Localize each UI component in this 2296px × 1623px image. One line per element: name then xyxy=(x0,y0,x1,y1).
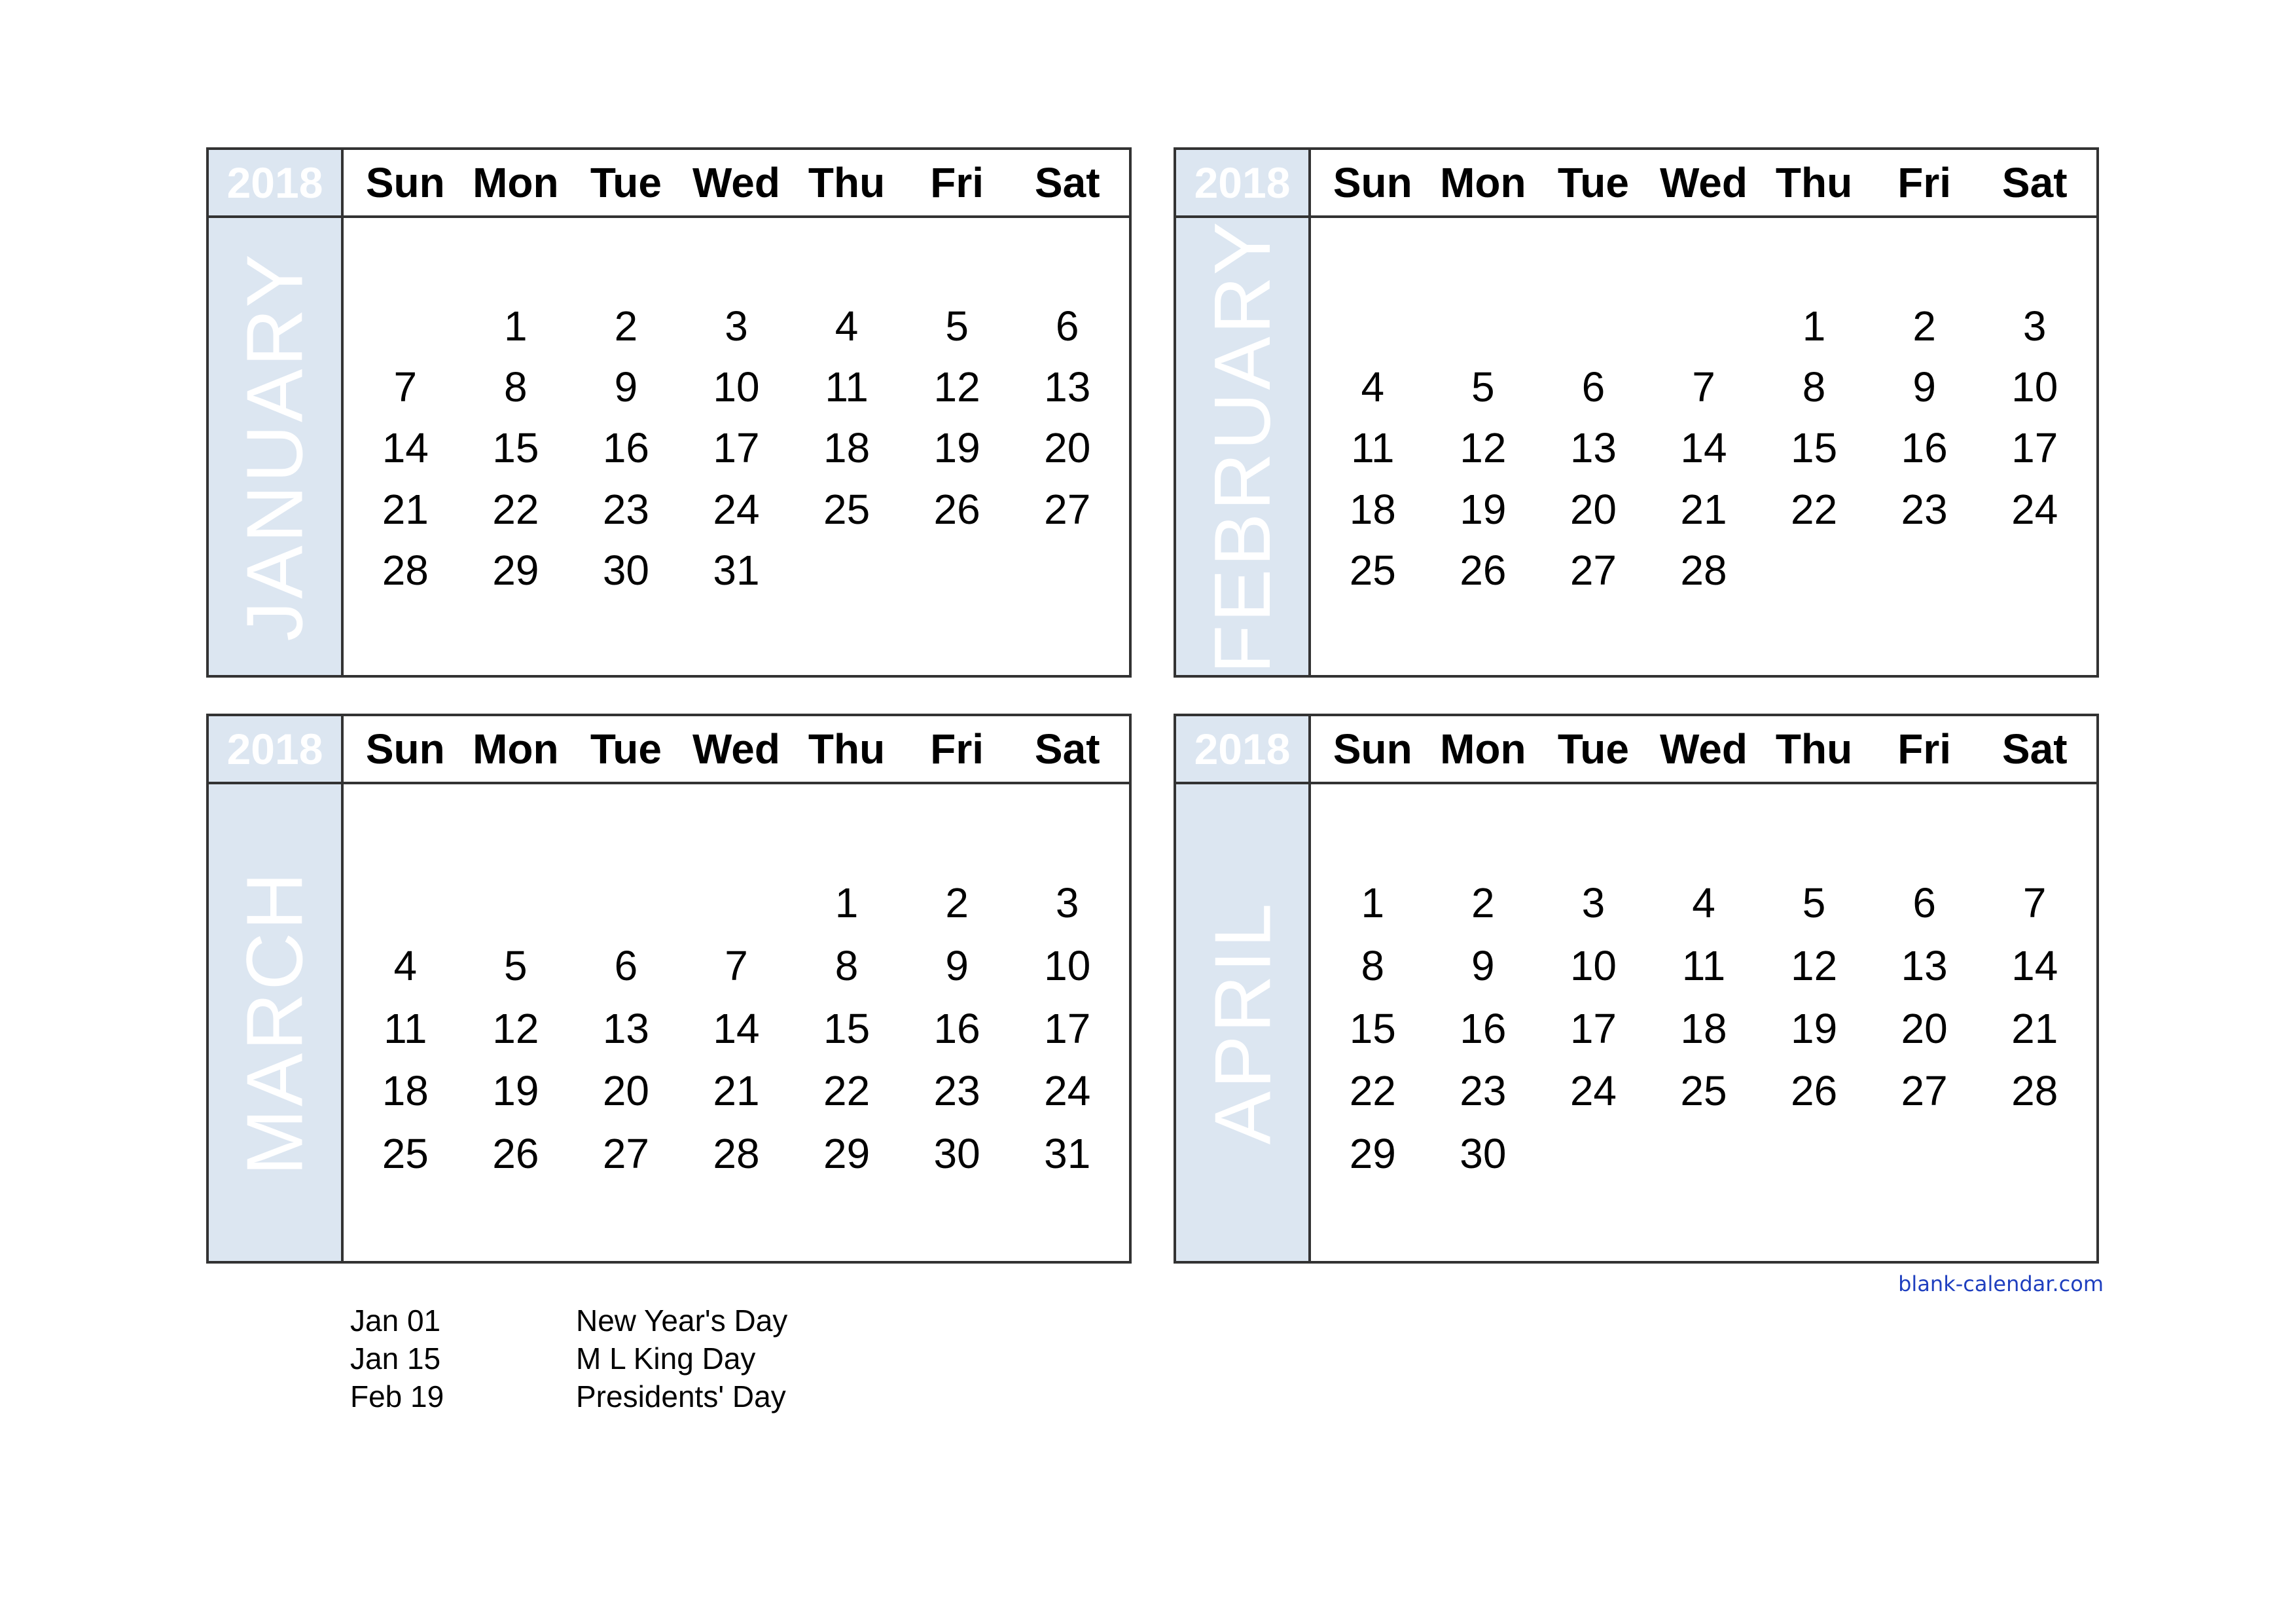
month-name: FEBRUARY xyxy=(1198,219,1287,674)
day-cell: 4 xyxy=(1692,879,1715,926)
weekday-header xyxy=(1311,716,2096,784)
day-cell: 8 xyxy=(504,363,528,410)
day-cell: 5 xyxy=(504,941,528,989)
weekday-label: Tue xyxy=(1557,159,1629,206)
day-cell: 11 xyxy=(1351,424,1395,472)
month-february xyxy=(1174,147,2099,678)
day-cell: 7 xyxy=(1692,363,1715,410)
day-cell: 22 xyxy=(1790,485,1838,533)
holiday-date: Jan 15 xyxy=(350,1341,441,1376)
day-cell xyxy=(1759,601,1869,662)
day-cell: 20 xyxy=(1044,424,1091,472)
day-cell: 14 xyxy=(382,424,429,472)
day-cell xyxy=(461,1185,571,1248)
day-cell: 29 xyxy=(823,1130,870,1178)
day-cell: 21 xyxy=(1680,485,1727,533)
weekday-label: Tue xyxy=(590,159,662,206)
day-cell xyxy=(350,601,461,662)
day-cell xyxy=(791,601,902,662)
holiday-list xyxy=(350,1302,787,1415)
weekday-label: Fri xyxy=(1897,725,1952,773)
day-cell xyxy=(681,1185,792,1248)
day-cell: 9 xyxy=(1471,941,1495,989)
day-cell: 29 xyxy=(1349,1130,1396,1178)
weekday-header xyxy=(1311,150,2096,218)
day-cell: 4 xyxy=(1361,363,1385,410)
day-cell: 18 xyxy=(823,424,870,472)
day-cell: 13 xyxy=(1570,424,1617,472)
year-label: 2018 xyxy=(1176,150,1308,218)
day-cell: 11 xyxy=(384,1004,427,1052)
holiday-name: M L King Day xyxy=(576,1341,756,1376)
weekday-label: Fri xyxy=(1897,159,1952,206)
weekday-label: Sat xyxy=(1034,159,1100,206)
day-cell xyxy=(1428,601,1539,662)
day-cell: 25 xyxy=(382,1130,429,1178)
day-cell xyxy=(1428,295,1539,356)
day-cell: 22 xyxy=(823,1067,870,1115)
day-cell: 22 xyxy=(1349,1067,1396,1115)
day-cell: 19 xyxy=(492,1067,539,1115)
day-grid xyxy=(1311,870,2096,1261)
day-cell: 28 xyxy=(382,546,429,594)
weekday-label: Wed xyxy=(692,725,780,773)
month-name-wrap xyxy=(209,784,341,1261)
day-cell: 13 xyxy=(1901,941,1948,989)
weekday-label: Sun xyxy=(365,725,445,773)
day-cell xyxy=(350,871,461,934)
weekday-label: Mon xyxy=(1440,725,1526,773)
day-grid xyxy=(1311,294,2096,675)
day-cell xyxy=(902,1185,1013,1248)
weekday-label: Mon xyxy=(473,725,559,773)
holiday-name: New Year's Day xyxy=(576,1304,788,1338)
day-cell: 10 xyxy=(2011,363,2058,410)
weekday-label: Mon xyxy=(473,159,559,206)
day-cell: 3 xyxy=(1055,879,1079,926)
day-cell: 16 xyxy=(602,424,650,472)
day-cell: 11 xyxy=(825,363,869,410)
day-cell: 1 xyxy=(1361,879,1385,926)
day-cell: 7 xyxy=(725,941,748,989)
day-cell: 28 xyxy=(2011,1067,2058,1115)
day-cell: 24 xyxy=(2011,485,2058,533)
day-cell: 2 xyxy=(945,879,969,926)
day-cell: 25 xyxy=(823,485,870,533)
day-cell: 7 xyxy=(393,363,418,410)
day-cell: 12 xyxy=(492,1004,539,1052)
holiday-name: Presidents' Day xyxy=(576,1379,786,1413)
source-link[interactable]: blank-calendar.com xyxy=(1898,1271,2104,1296)
day-cell: 2 xyxy=(1912,302,1936,350)
day-cell: 13 xyxy=(1044,363,1091,410)
day-cell xyxy=(1428,1185,1539,1248)
holiday-row xyxy=(350,1302,787,1340)
day-cell: 18 xyxy=(382,1067,429,1115)
day-cell xyxy=(350,1185,461,1248)
day-cell xyxy=(1979,1185,2090,1248)
day-cell: 10 xyxy=(1570,941,1617,989)
day-cell xyxy=(902,601,1013,662)
holiday-row xyxy=(350,1340,787,1377)
day-cell: 19 xyxy=(1460,485,1507,533)
day-cell xyxy=(1012,601,1122,662)
day-cell xyxy=(1318,601,1428,662)
day-cell: 30 xyxy=(1460,1130,1507,1178)
day-cell: 22 xyxy=(492,485,539,533)
month-name-wrap xyxy=(1176,784,1308,1261)
day-cell: 5 xyxy=(945,302,969,350)
month-side-panel xyxy=(209,716,344,1261)
day-cell xyxy=(1759,1122,1869,1185)
day-cell: 26 xyxy=(492,1130,539,1178)
day-cell: 3 xyxy=(725,302,748,350)
day-cell: 7 xyxy=(2022,879,2047,926)
weekday-label: Sat xyxy=(1034,725,1100,773)
day-cell: 4 xyxy=(834,302,859,350)
weekday-label: Tue xyxy=(1557,725,1629,773)
day-cell xyxy=(1979,601,2090,662)
day-cell: 17 xyxy=(1570,1004,1617,1052)
day-cell: 18 xyxy=(1680,1004,1727,1052)
day-cell: 17 xyxy=(1044,1004,1091,1052)
day-cell: 1 xyxy=(1802,302,1826,350)
day-cell: 28 xyxy=(1680,546,1727,594)
day-cell: 24 xyxy=(1044,1067,1091,1115)
weekday-label: Sun xyxy=(365,159,445,206)
day-cell xyxy=(1538,1122,1649,1185)
day-cell: 19 xyxy=(933,424,980,472)
weekday-label: Fri xyxy=(930,159,984,206)
weekday-label: Sat xyxy=(2001,725,2068,773)
weekday-label: Sat xyxy=(2001,159,2068,206)
day-cell xyxy=(1759,1185,1869,1248)
day-cell: 28 xyxy=(713,1130,760,1178)
day-cell xyxy=(681,601,792,662)
day-cell xyxy=(1012,1185,1122,1248)
day-cell: 6 xyxy=(1912,879,1936,926)
day-cell: 4 xyxy=(393,941,418,989)
month-name: JANUARY xyxy=(230,251,320,642)
day-cell xyxy=(350,295,461,356)
day-cell: 6 xyxy=(1581,363,1605,410)
day-cell xyxy=(1649,1122,1759,1185)
day-cell: 14 xyxy=(2011,941,2058,989)
day-cell xyxy=(791,539,902,600)
day-cell: 8 xyxy=(834,941,859,989)
month-name-wrap xyxy=(1176,218,1308,675)
month-side-panel xyxy=(209,150,344,675)
day-cell: 17 xyxy=(713,424,760,472)
holiday-date: Feb 19 xyxy=(350,1379,444,1413)
weekday-label: Thu xyxy=(808,725,886,773)
day-cell: 14 xyxy=(713,1004,760,1052)
day-cell xyxy=(1869,1185,1980,1248)
year-label: 2018 xyxy=(1176,716,1308,784)
weekday-label: Wed xyxy=(692,159,780,206)
day-cell: 8 xyxy=(1802,363,1826,410)
day-cell: 26 xyxy=(1790,1067,1838,1115)
day-cell xyxy=(1979,1122,2090,1185)
day-cell xyxy=(1318,1185,1428,1248)
day-cell: 26 xyxy=(933,485,980,533)
day-cell: 8 xyxy=(1361,941,1385,989)
day-cell: 15 xyxy=(492,424,539,472)
weekday-header xyxy=(344,150,1129,218)
day-cell: 16 xyxy=(933,1004,980,1052)
day-cell: 6 xyxy=(1055,302,1079,350)
year-label: 2018 xyxy=(209,716,341,784)
day-cell: 12 xyxy=(933,363,980,410)
day-cell: 25 xyxy=(1680,1067,1727,1115)
weekday-label: Sun xyxy=(1333,159,1412,206)
month-name-wrap xyxy=(209,218,341,675)
day-grid xyxy=(344,294,1129,675)
day-cell xyxy=(1538,1185,1649,1248)
day-cell xyxy=(461,871,571,934)
weekday-label: Sun xyxy=(1333,725,1412,773)
day-cell: 1 xyxy=(504,302,528,350)
day-cell: 18 xyxy=(1349,485,1396,533)
day-cell: 12 xyxy=(1790,941,1838,989)
weekday-label: Wed xyxy=(1660,159,1748,206)
day-cell: 31 xyxy=(1044,1130,1091,1178)
day-cell xyxy=(571,871,681,934)
year-label: 2018 xyxy=(209,150,341,218)
day-cell: 24 xyxy=(713,485,760,533)
day-cell: 20 xyxy=(602,1067,650,1115)
day-cell: 5 xyxy=(1802,879,1826,926)
day-cell: 9 xyxy=(1912,363,1936,410)
day-cell: 24 xyxy=(1570,1067,1617,1115)
day-cell: 9 xyxy=(614,363,638,410)
holiday-date: Jan 01 xyxy=(350,1304,441,1338)
day-cell xyxy=(1649,1185,1759,1248)
day-cell: 12 xyxy=(1460,424,1507,472)
day-cell xyxy=(461,601,571,662)
day-cell xyxy=(1869,1122,1980,1185)
day-cell: 13 xyxy=(602,1004,650,1052)
day-cell: 30 xyxy=(602,546,650,594)
weekday-label: Thu xyxy=(1775,725,1853,773)
day-cell: 19 xyxy=(1790,1004,1838,1052)
day-cell: 27 xyxy=(602,1130,650,1178)
holiday-row xyxy=(350,1377,787,1415)
day-cell: 27 xyxy=(1570,546,1617,594)
day-cell xyxy=(571,601,681,662)
day-cell xyxy=(1979,539,2090,600)
day-cell: 21 xyxy=(2011,1004,2058,1052)
day-cell xyxy=(1649,601,1759,662)
day-cell: 17 xyxy=(2011,424,2058,472)
day-cell: 23 xyxy=(1901,485,1948,533)
day-cell: 20 xyxy=(1901,1004,1948,1052)
day-cell: 9 xyxy=(945,941,969,989)
day-cell xyxy=(1318,295,1428,356)
day-cell: 29 xyxy=(492,546,539,594)
day-cell: 3 xyxy=(2022,302,2047,350)
day-cell: 15 xyxy=(1349,1004,1396,1052)
day-cell xyxy=(791,1185,902,1248)
day-cell xyxy=(1869,539,1980,600)
month-march xyxy=(206,714,1132,1264)
day-cell: 23 xyxy=(602,485,650,533)
day-cell: 16 xyxy=(1901,424,1948,472)
day-cell: 26 xyxy=(1460,546,1507,594)
day-cell: 16 xyxy=(1460,1004,1507,1052)
day-cell: 30 xyxy=(933,1130,980,1178)
day-cell xyxy=(1538,601,1649,662)
day-grid xyxy=(344,870,1129,1261)
weekday-label: Mon xyxy=(1440,159,1526,206)
month-name: MARCH xyxy=(230,869,320,1176)
day-cell: 6 xyxy=(614,941,638,989)
weekday-label: Thu xyxy=(808,159,886,206)
day-cell: 27 xyxy=(1044,485,1091,533)
weekday-label: Wed xyxy=(1660,725,1748,773)
day-cell: 23 xyxy=(933,1067,980,1115)
day-cell xyxy=(1869,601,1980,662)
day-cell: 1 xyxy=(834,879,859,926)
day-cell: 14 xyxy=(1680,424,1727,472)
month-name: APRIL xyxy=(1198,900,1287,1145)
weekday-label: Fri xyxy=(930,725,984,773)
month-side-panel xyxy=(1176,150,1311,675)
day-cell: 15 xyxy=(1790,424,1838,472)
weekday-label: Thu xyxy=(1775,159,1853,206)
day-cell: 27 xyxy=(1901,1067,1948,1115)
day-cell: 3 xyxy=(1581,879,1605,926)
day-cell: 5 xyxy=(1471,363,1495,410)
day-cell: 10 xyxy=(713,363,760,410)
day-cell: 15 xyxy=(823,1004,870,1052)
day-cell: 2 xyxy=(614,302,638,350)
day-cell xyxy=(1538,295,1649,356)
day-cell xyxy=(902,539,1013,600)
weekday-label: Tue xyxy=(590,725,662,773)
weekday-header xyxy=(344,716,1129,784)
day-cell xyxy=(681,871,792,934)
day-cell: 10 xyxy=(1044,941,1091,989)
day-cell xyxy=(1012,539,1122,600)
day-cell: 23 xyxy=(1460,1067,1507,1115)
day-cell: 21 xyxy=(382,485,429,533)
month-side-panel xyxy=(1176,716,1311,1261)
day-cell xyxy=(571,1185,681,1248)
day-cell: 21 xyxy=(713,1067,760,1115)
month-january xyxy=(206,147,1132,678)
day-cell xyxy=(1759,539,1869,600)
month-april xyxy=(1174,714,2099,1264)
day-cell xyxy=(1649,295,1759,356)
day-cell: 31 xyxy=(713,546,760,594)
day-cell: 25 xyxy=(1349,546,1396,594)
day-cell: 2 xyxy=(1471,879,1495,926)
day-cell: 20 xyxy=(1570,485,1617,533)
day-cell: 11 xyxy=(1681,941,1726,989)
